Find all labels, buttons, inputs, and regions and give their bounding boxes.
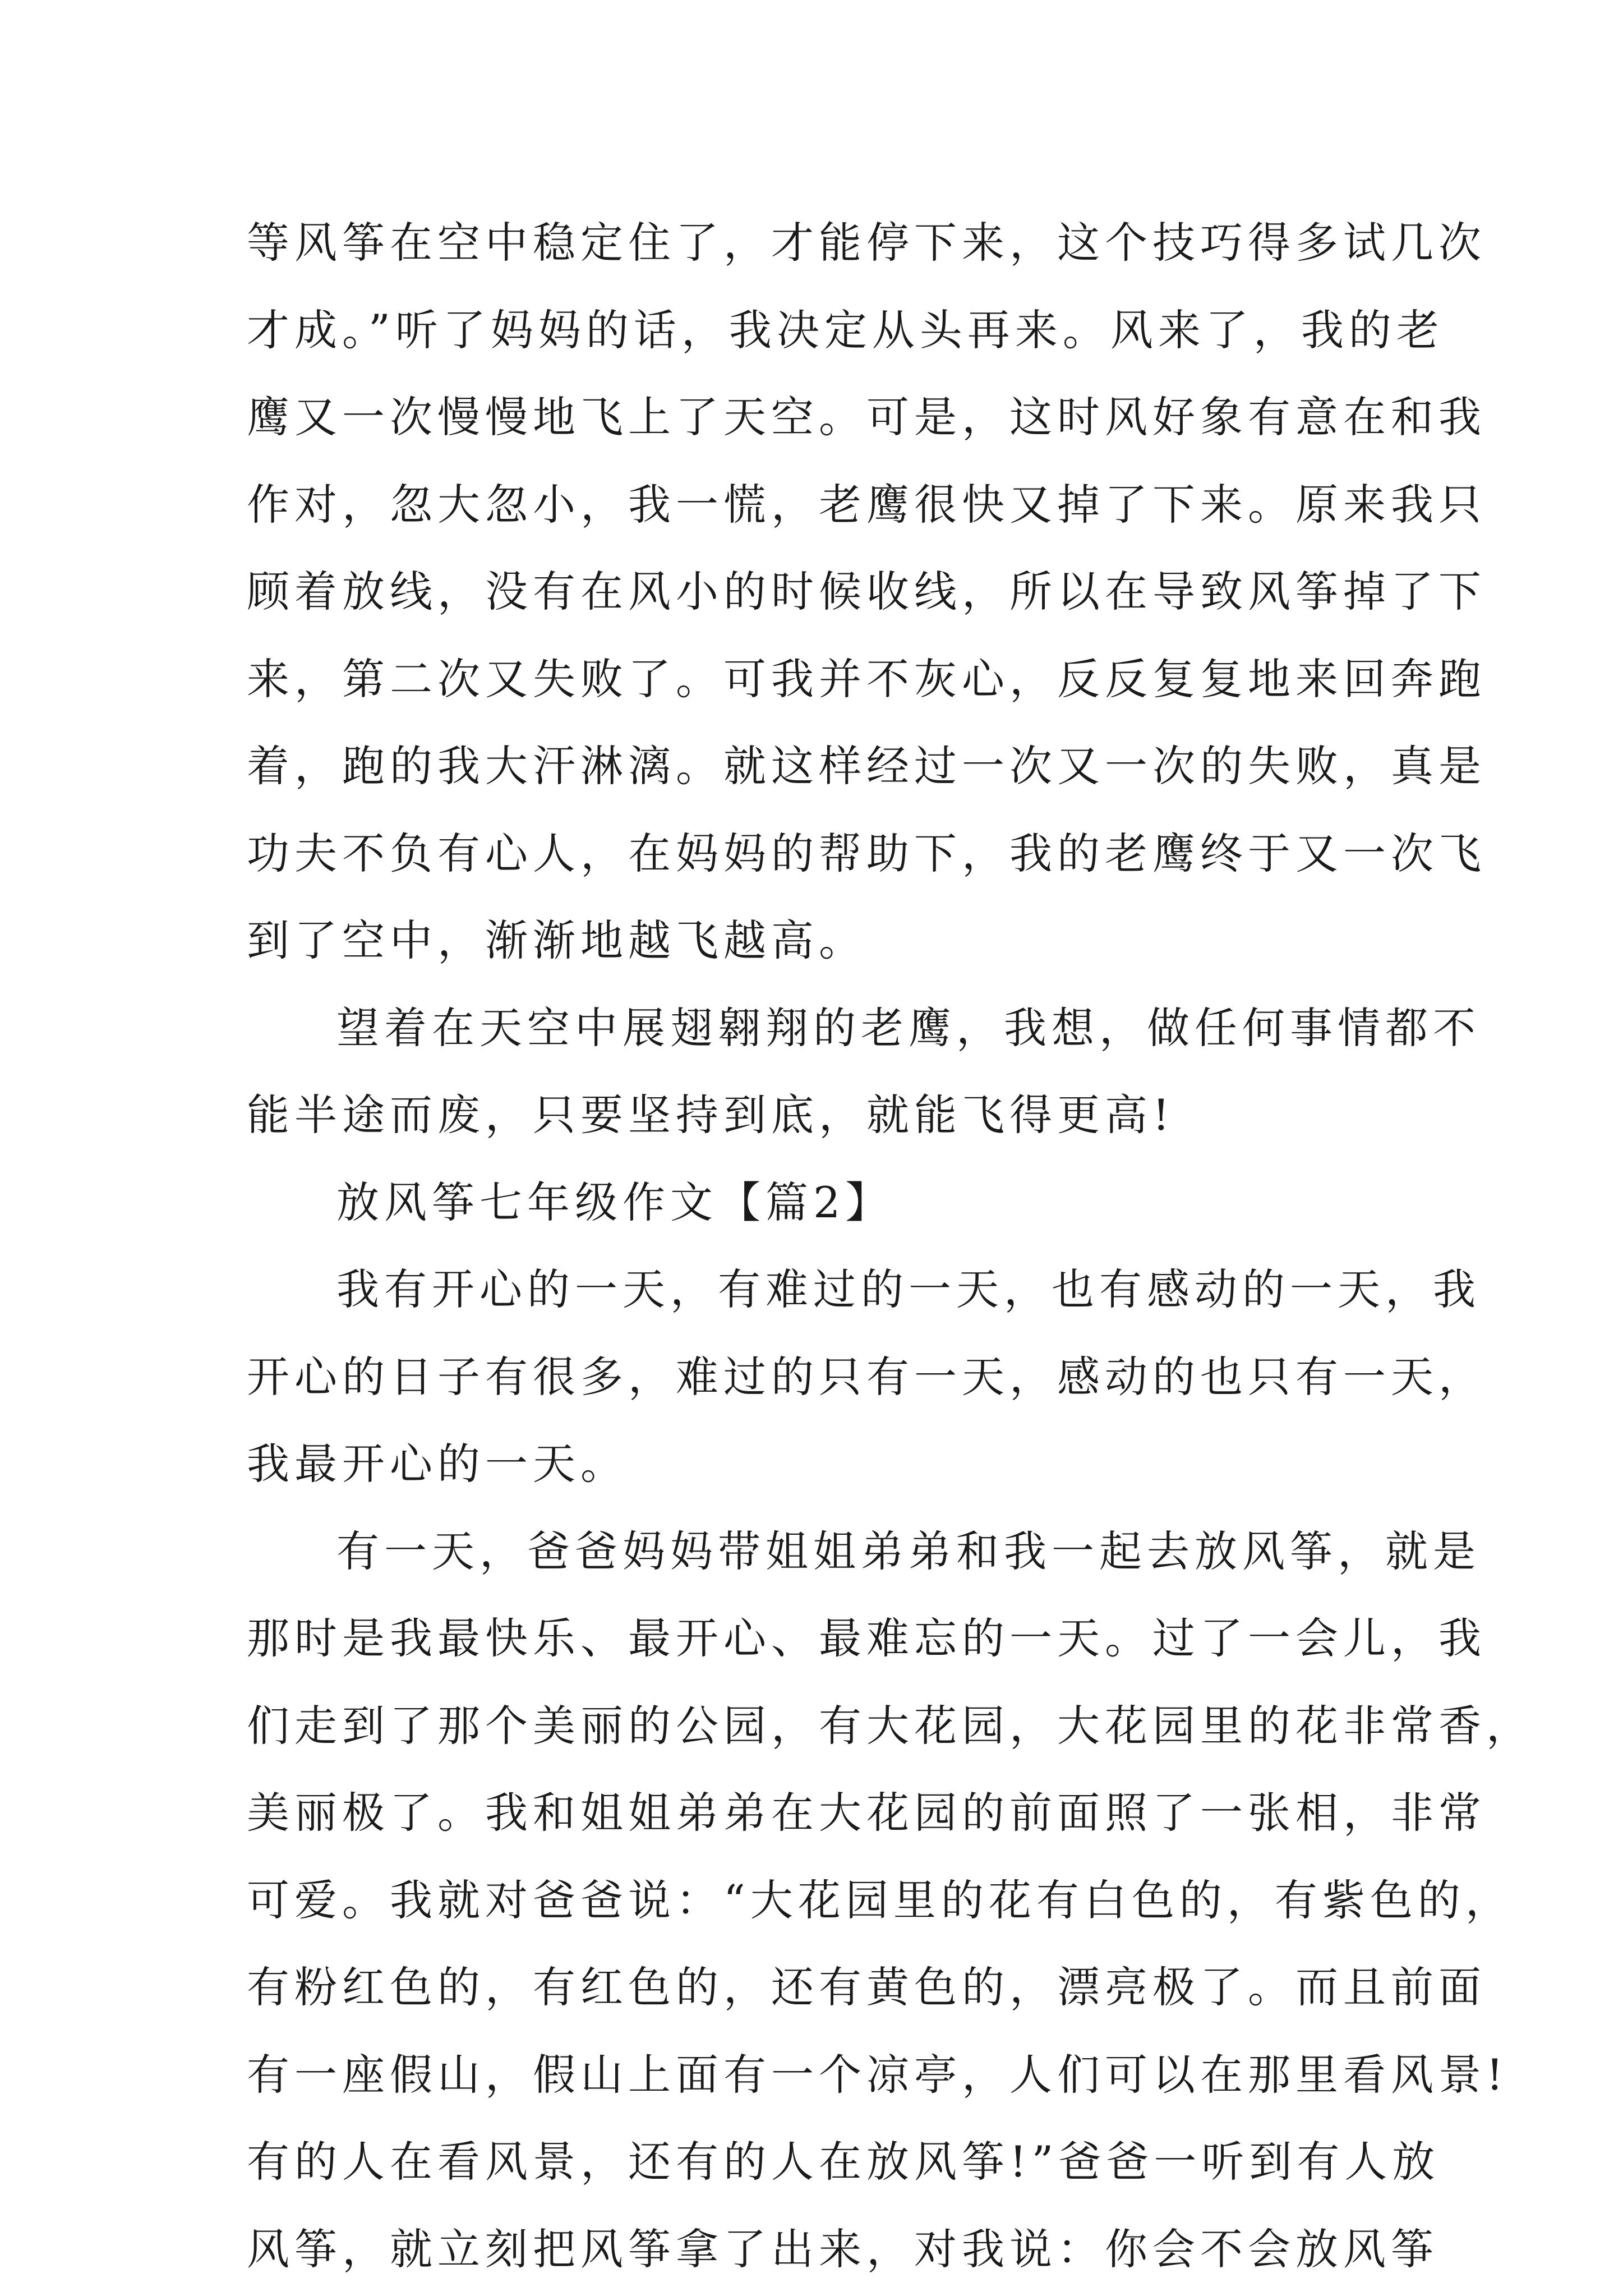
- text-line: 鹰又一次慢慢地飞上了天空。可是，这时风好象有意在和我: [247, 392, 1486, 442]
- text-line: 我最开心的一天。: [247, 1439, 628, 1489]
- text-line: 顾着放线，没有在风小的时候收线，所以在导致风筝掉了下: [247, 567, 1486, 616]
- text-line: 功夫不负有心人，在妈妈的帮助下，我的老鹰终于又一次飞: [247, 828, 1486, 878]
- section-heading: 放风筝七年级作文【篇2】: [336, 1177, 893, 1227]
- text-line: 风筝，就立刻把风筝拿了出来，对我说：你会不会放风筝: [247, 2224, 1438, 2274]
- text-line: 开心的日子有很多，难过的只有一天，感动的也只有一天，: [247, 1351, 1486, 1402]
- text-line: 我有开心的一天，有难过的一天，也有感动的一天，我: [336, 1264, 1481, 1314]
- text-line: 美丽极了。我和姐姐弟弟在大花园的前面照了一张相，非常: [247, 1788, 1486, 1838]
- text-line: 有一天，爸爸妈妈带姐姐弟弟和我一起去放风筝，就是: [336, 1526, 1481, 1576]
- text-line: 来，第二次又失败了。可我并不灰心，反反复复地来回奔跑: [247, 654, 1486, 704]
- text-line: 那时是我最快乐、最开心、最难忘的一天。过了一会儿，我: [247, 1613, 1486, 1663]
- text-line: 等风筝在空中稳定住了，才能停下来，这个技巧得多试几次: [247, 218, 1486, 268]
- text-line: 望着在天空中展翅翱翔的老鹰，我想，做任何事情都不: [336, 1002, 1481, 1053]
- text-line: 有一座假山，假山上面有一个凉亭，人们可以在那里看风景!: [247, 2049, 1509, 2100]
- text-line: 能半途而废，只要坚持到底，就能飞得更高!: [247, 1090, 1175, 1140]
- body-text: [247, 199, 1534, 2293]
- text-line: 有的人在看风景，还有的人在放风筝!”爸爸一听到有人放: [247, 2137, 1440, 2187]
- text-line: 才成。”听了妈妈的话，我决定从头再来。风来了，我的老: [247, 305, 1444, 355]
- text-line: 有粉红色的，有红色的，还有黄色的，漂亮极了。而且前面: [247, 1962, 1486, 2012]
- text-line: 们走到了那个美丽的公园，有大花园，大花园里的花非常香，: [247, 1700, 1534, 1751]
- text-line: 可爱。我就对爸爸说：“大花园里的花有白色的，有紫色的，: [247, 1875, 1513, 1925]
- text-line: 作对，忽大忽小，我一慌，老鹰很快又掉了下来。原来我只: [247, 479, 1486, 530]
- text-line: 着，跑的我大汗淋漓。就这样经过一次又一次的失败，真是: [247, 741, 1486, 791]
- text-line: 到了空中，渐渐地越飞越高。: [247, 915, 866, 965]
